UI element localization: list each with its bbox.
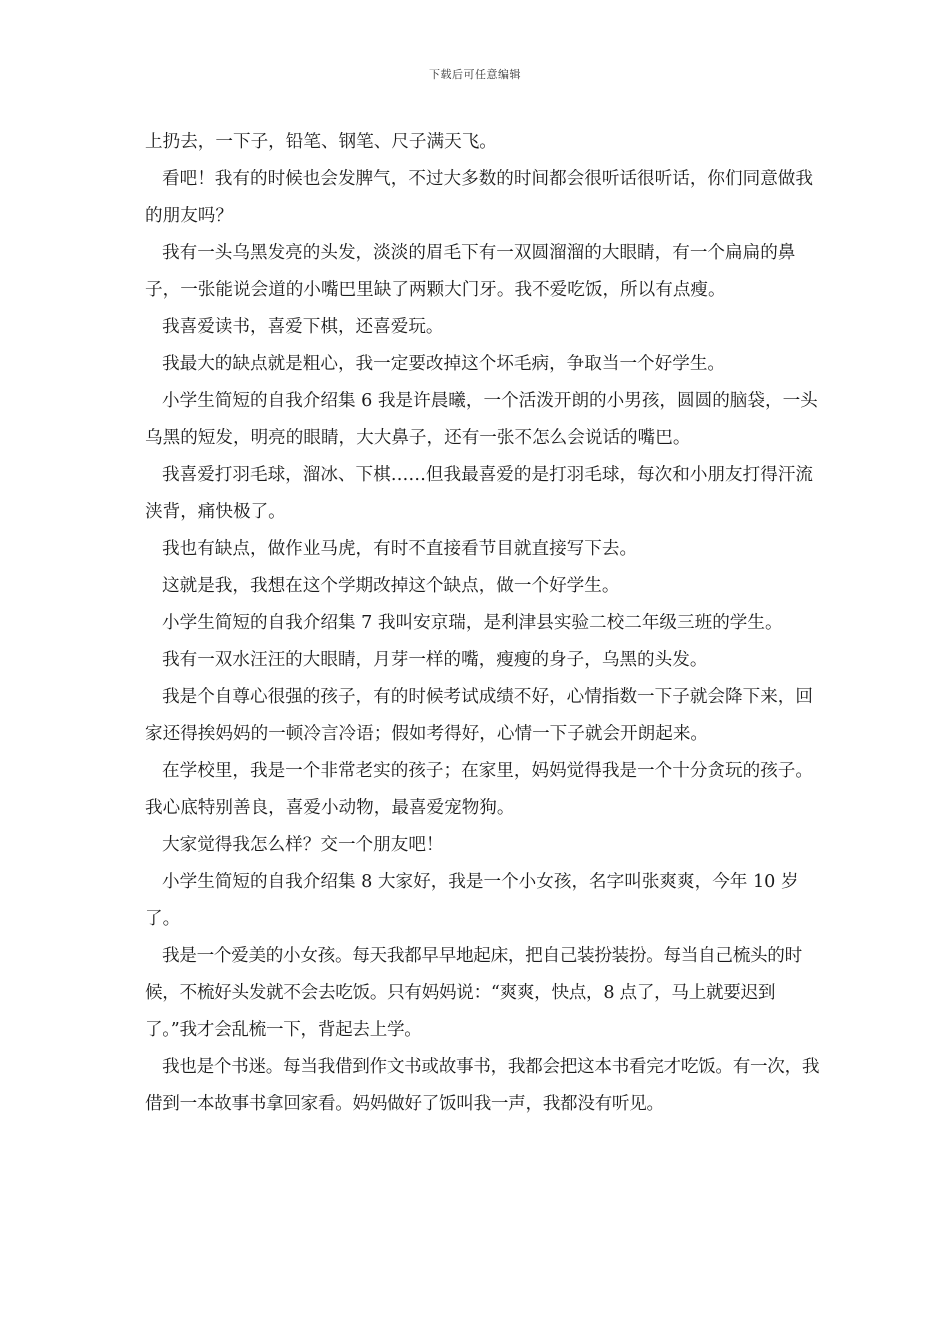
paragraph: 我最大的缺点就是粗心，我一定要改掉这个坏毛病，争取当一个好学生。	[162, 354, 726, 374]
paragraph: 这就是我，我想在这个学期改掉这个缺点，做一个好学生。	[162, 576, 620, 596]
paragraph: 我也有缺点，做作业马虎，有时不直接看节目就直接写下去。	[162, 539, 638, 559]
document-body	[145, 124, 825, 1123]
paragraph: 我有一头乌黑发亮的头发，淡淡的眉毛下有一双圆溜溜的大眼睛，有一个扁扁的鼻子，一张能说会道的小嘴巴里缺了两颗大门牙。我不爱吃饭，所以有点瘦。	[145, 243, 796, 300]
paragraph: 我是个自尊心很强的孩子，有的时候考试成绩不好，心情指数一下子就会降下来，回家还得挨妈妈的一顿冷言冷语；假如考得好，心情一下子就会开朗起来。	[145, 687, 813, 744]
paragraph: 小学生简短的自我介绍集 8 大家好，我是一个小女孩，名字叫张爽爽，今年 10 岁了。	[145, 872, 799, 929]
paragraph: 我有一双水汪汪的大眼睛，月芽一样的嘴，瘦瘦的身子，乌黑的头发。	[162, 650, 708, 670]
paragraph: 我是一个爱美的小女孩。每天我都早早地起床，把自己装扮装扮。每当自己梳头的时候，不梳好头发就不会去吃饭。只有妈妈说：“爽爽，快点，8 点了，马上就要迟到了。”我才会乱梳一下，背起去上学。	[145, 946, 802, 1040]
paragraph: 小学生简短的自我介绍集 7 我叫安京瑞，是利津县实验二校二年级三班的学生。	[162, 613, 783, 633]
paragraph: 我喜爱读书，喜爱下棋，还喜爱玩。	[162, 317, 444, 337]
paragraph: 大家觉得我怎么样？交一个朋友吧！	[162, 835, 444, 855]
page-header: 下载后可任意编辑	[429, 68, 521, 81]
paragraph: 在学校里，我是一个非常老实的孩子；在家里，妈妈觉得我是一个十分贪玩的孩子。我心底特别善良，喜爱小动物，最喜爱宠物狗。	[145, 761, 813, 818]
paragraph: 我也是个书迷。每当我借到作文书或故事书，我都会把这本书看完才吃饭。有一次，我借到一本故事书拿回家看。妈妈做好了饭叫我一声，我都没有听见。	[145, 1057, 820, 1114]
paragraph: 看吧！我有的时候也会发脾气，不过大多数的时间都会很听话很听话，你们同意做我的朋友吗？	[145, 169, 813, 226]
paragraph: 小学生简短的自我介绍集 6 我是许晨曦，一个活泼开朗的小男孩，圆圆的脑袋，一头乌黑的短发，明亮的眼睛，大大鼻子，还有一张不怎么会说话的嘴巴。	[145, 391, 818, 448]
paragraph: 我喜爱打羽毛球，溜冰、下棋……但我最喜爱的是打羽毛球，每次和小朋友打得汗流浃背，痛快极了。	[145, 465, 813, 522]
paragraph: 上扔去，一下子，铅笔、钢笔、尺子满天飞。	[145, 132, 497, 152]
